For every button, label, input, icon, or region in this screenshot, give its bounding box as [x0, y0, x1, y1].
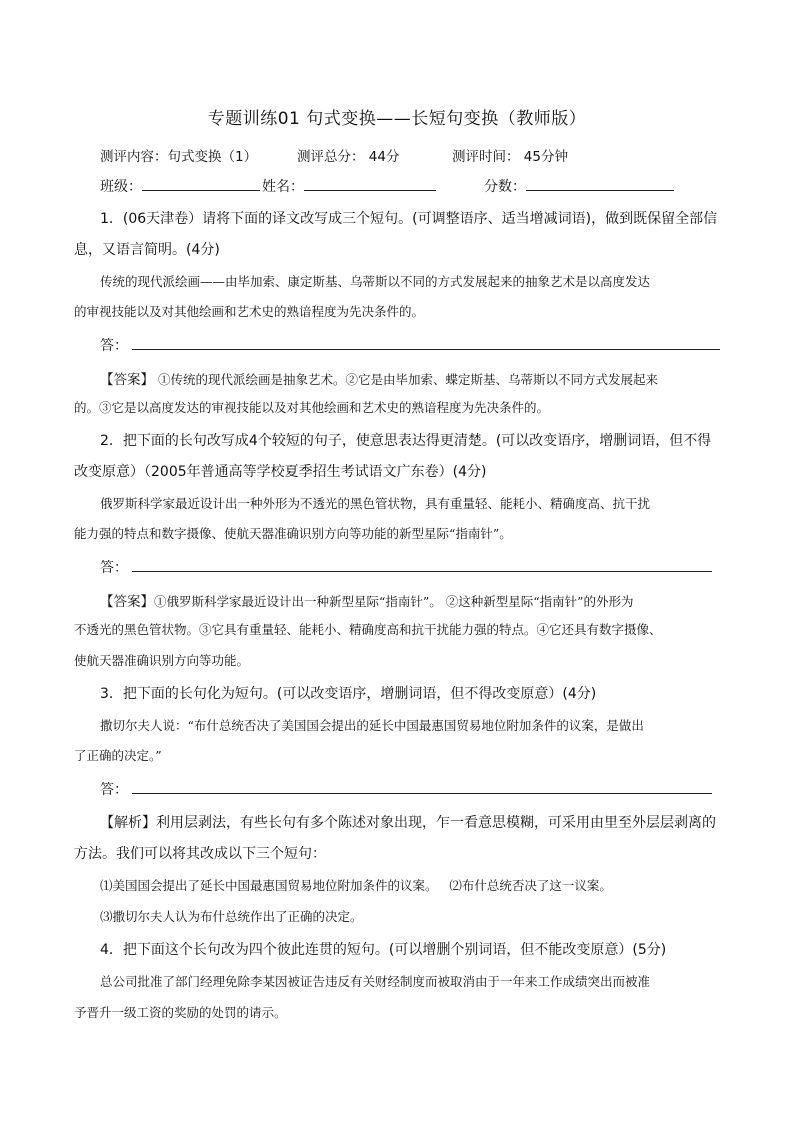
q2-prompt-line1: 2．把下面的长句改写成4个较短的句子，使意思表达得更清楚。(可以改变语序，增删词语，但不得	[100, 433, 712, 449]
class-input-line[interactable]	[142, 178, 260, 191]
q4-quote-line2: 予晋升一级工资的奖励的处罚的请示。	[74, 1005, 287, 1020]
test-meta-score	[297, 145, 399, 165]
q1-key-line1	[100, 368, 658, 388]
q2-key-line2: 不透光的黑色管状物。③它具有重量轻、能耗小、精确度高和抗干扰能力强的特点。④它还具有数字摄像、	[74, 622, 662, 637]
test-meta-time	[452, 145, 568, 165]
q2-key-tag: 【答案】	[100, 594, 154, 610]
q1-key-text1: ①传统的现代派绘画是抽象艺术。②它是由毕加索、蝶定斯基、乌蒂斯以不同方式发展起来	[154, 372, 658, 387]
meta-time: 测评时间： 45分钟	[452, 149, 568, 165]
q1-quote-line1: 传统的现代派绘画——由毕加索、康定斯基、乌蒂斯以不同的方式发展起来的抽象艺术是以高度发达	[100, 274, 651, 289]
page-title: 专题训练01 句式变换——长短句变换（教师版）	[207, 109, 587, 129]
q3-key-line2: 方法。我们可以将其改成以下三个短句：	[74, 846, 326, 862]
q2-answer-label: 答：	[100, 560, 128, 576]
q1-answer-field	[100, 335, 720, 355]
score-input-line[interactable]	[526, 178, 674, 191]
q3-answer-field	[100, 779, 712, 799]
score-label: 分数：	[484, 179, 526, 195]
q3-sub1: ⑴美国国会提出了延长中国最惠国贸易地位附加条件的议案。 ⑵布什总统否决了这一议案。	[100, 878, 612, 893]
class-label: 班级：	[100, 179, 142, 195]
q4-prompt-line1: 4．把下面这个长句改为四个彼此连贯的短句。(可以增删个别词语，但不能改变原意）(5分)	[100, 942, 667, 958]
q3-answer-label: 答：	[100, 782, 128, 798]
name-field	[262, 176, 436, 196]
q4-quote-line1: 总公司批准了部门经理免除李某因被证告违反有关财经制度而被取消由于一年来工作成绩突出而被准	[100, 974, 651, 989]
score-field	[484, 176, 674, 196]
class-field	[100, 176, 260, 196]
q1-answer-line[interactable]	[132, 335, 720, 350]
q1-key-line2: 的。③它是以高度发达的审视技能以及对其他绘画和艺术史的熟谙程度为先决条件的。	[74, 400, 550, 415]
q3-prompt-line1: 3．把下面的长句化为短句。(可以改变语序，增删词语，但不得改变原意）(4分)	[100, 686, 597, 702]
q2-quote-line1: 俄罗斯科学家最近设计出一种外形为不透光的黑色管状物，具有重量轻、能耗小、精确度高、抗干扰	[100, 496, 651, 511]
q1-prompt-line1: 1．(06天津卷）请将下面的译文改写成三个短句。(可调整语序、适当增减词语)，做到既保留全部信	[100, 211, 718, 227]
q2-answer-line[interactable]	[132, 557, 712, 572]
name-label: 姓名：	[262, 179, 304, 195]
q1-answer-label: 答：	[100, 338, 128, 354]
q2-quote-line2: 能力强的特点和数字摄像、使航天器准确识别方向等功能的新型星际“指南针”。	[74, 526, 512, 541]
q3-quote-line2: 了正确的决定。”	[74, 748, 162, 763]
q2-prompt-line2: 改变原意）（2005年普通高等学校夏季招生考试语文广东卷）(4分)	[74, 464, 487, 480]
q1-key-tag: 【答案】	[100, 372, 154, 388]
test-meta	[100, 145, 257, 165]
name-input-line[interactable]	[304, 178, 436, 191]
q2-key-line1	[100, 590, 634, 610]
q3-key-text1: 利用层剥法，有些长句有多个陈述对象出现，乍一看意思模糊，可采用由里至外层层剥离的	[156, 815, 716, 831]
q3-sub2: ⑶撒切尔夫人认为布什总统作出了正确的决定。	[100, 909, 363, 924]
q3-answer-line[interactable]	[132, 779, 712, 794]
meta-content: 测评内容：句式变换（1）	[100, 149, 258, 165]
q3-quote-line1: 撒切尔夫人说：“布什总统否决了美国国会提出的延长中国最惠国贸易地位附加条件的议案，是做出	[100, 718, 644, 733]
q2-key-text1: ①俄罗斯科学家最近设计出一种新型星际“指南针”。 ②这种新型星际“指南针”的外形为	[154, 594, 634, 609]
q3-key-tag: 【解析】	[100, 815, 156, 831]
q1-quote-line2: 的审视技能以及对其他绘画和艺术史的熟谙程度为先决条件的。	[74, 304, 425, 319]
q2-answer-field	[100, 557, 712, 577]
q3-key-line1	[100, 812, 716, 832]
q2-key-line3: 使航天器准确识别方向等功能。	[74, 653, 250, 668]
meta-score: 测评总分： 44分	[297, 149, 400, 165]
q1-prompt-line2: 息，又语言简明。(4分)	[74, 242, 220, 258]
